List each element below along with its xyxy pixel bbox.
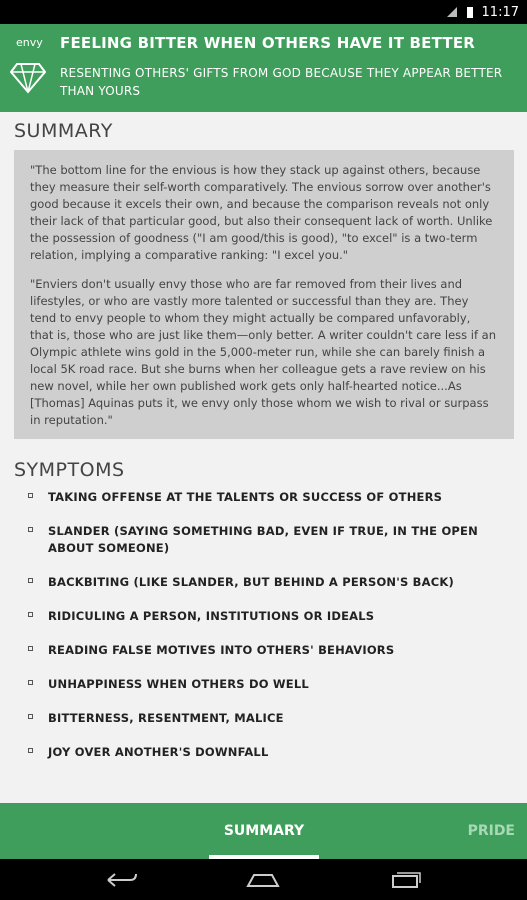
bullet-icon bbox=[28, 646, 33, 651]
list-item bbox=[28, 608, 507, 625]
bullet-icon bbox=[28, 714, 33, 719]
status-bar bbox=[0, 0, 527, 24]
home-icon bbox=[246, 872, 280, 888]
summary-paragraph: "The bottom line for the envious is how they stack up against others, because they measure their self-worth comparatively. The envious sorrow over another's good because it excels their own, and because the comparison reveals not only their lack of that particular good, but also their consequent lack of worth. Unlike the possession of goodness ("I am good/this is good), "to excel" is a two-term relation, implying a comparative ranking: "I excel you." bbox=[30, 163, 493, 262]
bottom-tab-bar bbox=[0, 803, 527, 859]
symptom-text: BITTERNESS, RESENTMENT, MALICE bbox=[48, 711, 284, 725]
page-title: FEELING BITTER WHEN OTHERS HAVE IT BETTER bbox=[60, 34, 476, 52]
bullet-icon bbox=[28, 748, 33, 753]
list-item bbox=[28, 574, 507, 591]
tab-pride[interactable]: PRIDE bbox=[467, 823, 515, 839]
summary-paragraph: "Enviers don't usually envy those who are far removed from their lives and lifestyles, or who are vastly more talented or successful than they are. They tend to envy people to whom they might actually be compared unfavorably, that is, those who are just like them—only better. A writer couldn't care less if an Olympic athlete wins gold in the 5,000-meter run, while she can barely finish a local 5K road race. But she burns when her colleague gets a rave review on his new novel, while her own published work gets only half-hearted notice...As [Thomas] Aquinas puts it, we envy only those whom we wish to rival or surpass in reputation." bbox=[30, 277, 497, 427]
list-item bbox=[28, 523, 507, 557]
recents-icon bbox=[391, 871, 421, 889]
list-item bbox=[28, 710, 507, 727]
bullet-icon bbox=[28, 578, 33, 583]
symptom-text: SLANDER (SAYING SOMETHING BAD, EVEN IF TRUE, IN THE OPEN ABOUT SOMEONE) bbox=[48, 524, 478, 555]
list-item bbox=[28, 744, 507, 761]
battery-icon bbox=[464, 6, 476, 18]
list-item bbox=[28, 642, 507, 659]
bullet-icon bbox=[28, 493, 33, 498]
symptom-text: RIDICULING A PERSON, INSTITUTIONS OR IDEALS bbox=[48, 609, 375, 623]
recents-button[interactable] bbox=[386, 867, 426, 893]
home-button[interactable] bbox=[243, 867, 283, 893]
symptoms-list bbox=[0, 489, 527, 761]
bullet-icon bbox=[28, 527, 33, 532]
symptom-text: JOY OVER ANOTHER'S DOWNFALL bbox=[48, 745, 269, 759]
list-item bbox=[28, 676, 507, 693]
diamond-icon bbox=[10, 62, 46, 94]
bullet-icon bbox=[28, 680, 33, 685]
wifi-icon bbox=[446, 6, 458, 18]
summary-quote-box bbox=[14, 150, 514, 439]
symptoms-heading: SYMPTOMS bbox=[14, 459, 125, 481]
page-header bbox=[0, 24, 527, 112]
summary-heading: SUMMARY bbox=[14, 120, 113, 142]
list-item bbox=[28, 489, 507, 506]
symptom-text: READING FALSE MOTIVES INTO OTHERS' BEHAVIORS bbox=[48, 643, 395, 657]
symptom-text: TAKING OFFENSE AT THE TALENTS OR SUCCESS OF OTHERS bbox=[48, 490, 443, 504]
system-nav-bar bbox=[0, 859, 527, 900]
status-time: 11:17 bbox=[481, 4, 519, 20]
page-subtitle: RESENTING OTHERS' GIFTS FROM GOD BECAUSE THEY APPEAR BETTER THAN YOURS bbox=[60, 66, 503, 98]
symptom-text: UNHAPPINESS WHEN OTHERS DO WELL bbox=[48, 677, 309, 691]
back-icon bbox=[106, 871, 138, 889]
back-button[interactable] bbox=[102, 867, 142, 893]
symptom-text: BACKBITING (LIKE SLANDER, BUT BEHIND A PERSON'S BACK) bbox=[48, 575, 454, 589]
bullet-icon bbox=[28, 612, 33, 617]
tab-summary[interactable]: SUMMARY bbox=[223, 823, 305, 839]
app-label: envy bbox=[16, 36, 43, 49]
